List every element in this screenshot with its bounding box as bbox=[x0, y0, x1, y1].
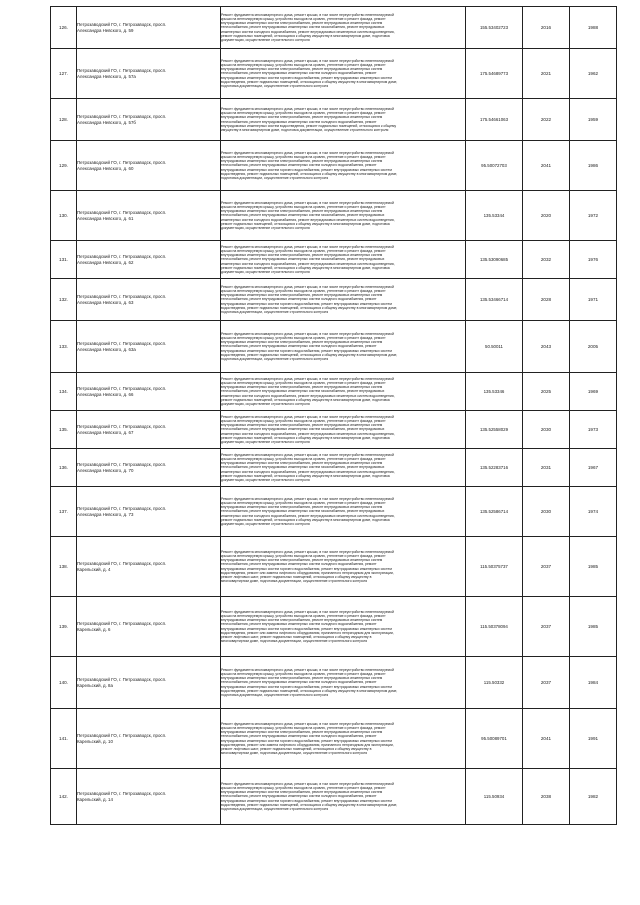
work-description-line: подготовка документации, осуществление строительного контроля bbox=[221, 692, 329, 697]
row-number-cell: 134. bbox=[51, 373, 77, 411]
build-year-cell: 1959 bbox=[570, 99, 617, 141]
work-description-line: внутридомовых инженерных систем горячего водоснабжения, ремонт внутридомовых инженерных систем bbox=[221, 348, 392, 353]
work-description-line: крыши на вентилируемую крышу, устройство выходов на кровлю, утепление и ремонт фасада, ремонт bbox=[221, 726, 386, 731]
work-description-line: инженерных систем холодного водоснабжения, ремонт внутридомовых инженерных систем водоотведения, bbox=[221, 217, 395, 222]
address-line: Карельский, д. 6 bbox=[77, 626, 111, 632]
work-description-line: водоотведения, ремонт или замена лифтового оборудования, признанного непригодным для эксплуатации, bbox=[221, 630, 394, 635]
work-description-cell bbox=[221, 7, 466, 49]
build-year-cell: 1988 bbox=[570, 7, 617, 49]
work-description-line: Ремонт фундамента многоквартирного дома, ремонт крыши, в том числе переустройство невентилируемой bbox=[221, 107, 394, 112]
work-description-line: внутридомовых инженерных систем электроснабжения, ремонт внутридомовых инженерных систем bbox=[221, 21, 383, 26]
work-description-line: имуществу в многоквартирном доме, подготовка документации, осуществление строительного контроля bbox=[221, 127, 389, 132]
work-description-line: инженерных систем холодного водоснабжения, ремонт внутридомовых инженерных систем водоотведения, bbox=[221, 431, 395, 436]
work-description-line: водоотведения, ремонт подвальных помещений, относящихся к общему имуществу в многоквартирном доме, bbox=[221, 79, 398, 84]
work-description-line: крыши на вентилируемую крышу, устройство выходов на кровлю, утепление и ремонт фасада, ремонт bbox=[221, 457, 386, 462]
table-row bbox=[51, 449, 617, 487]
address-line: Петрозаводский ГО, г. Петрозаводск, просп. bbox=[77, 386, 167, 392]
work-description-cell bbox=[221, 657, 466, 709]
build-year-cell: 1984 bbox=[570, 657, 617, 709]
planned-year-cell: 2031 bbox=[523, 449, 570, 487]
row-number-cell: 126. bbox=[51, 7, 77, 49]
address-line: Александра Невского, д. 67 bbox=[77, 429, 134, 435]
table-row bbox=[51, 191, 617, 241]
address-line: Петрозаводский ГО, г. Петрозаводск, просп. bbox=[77, 791, 167, 797]
work-description-line: внутридомовых инженерных систем электроснабжения, ремонт внутридомовых инженерных систем bbox=[221, 423, 383, 428]
address-cell bbox=[77, 449, 221, 487]
address-line: Петрозаводский ГО, г. Петрозаводск, просп. bbox=[77, 424, 167, 430]
cost-cell: 155.53402723 bbox=[466, 7, 523, 49]
build-year-cell: 1967 bbox=[570, 449, 617, 487]
work-description-line: теплоснабжения, ремонт внутридомовых инженерных систем холодного водоснабжения, ремонт bbox=[221, 680, 377, 685]
address-cell bbox=[77, 241, 221, 279]
work-description-line: теплоснабжения, ремонт внутридомовых инженерных систем холодного водоснабжения, ремонт bbox=[221, 622, 377, 627]
work-description-cell bbox=[221, 597, 466, 657]
table-row bbox=[51, 597, 617, 657]
work-description-line: крыши на вентилируемую крышу, устройство выходов на кровлю, утепление и ремонт фасада, ремонт bbox=[221, 205, 386, 210]
row-number-cell: 140. bbox=[51, 657, 77, 709]
work-description-line: теплоснабжения, ремонт внутридомовых инженерных систем холодного водоснабжения, ремонт bbox=[221, 163, 377, 168]
work-description-line: теплоснабжения, ремонт внутридомовых инженерных систем холодного водоснабжения, ремонт bbox=[221, 734, 377, 739]
cost-cell: 175.54661063 bbox=[466, 99, 523, 141]
work-description-cell bbox=[221, 191, 466, 241]
address-cell bbox=[77, 657, 221, 709]
work-description-line: внутридомовых инженерных систем электроснабжения, ремонт внутридомовых инженерных систем bbox=[221, 790, 383, 795]
cost-cell: 95.50089701 bbox=[466, 709, 523, 769]
cost-cell: 115.50332 bbox=[466, 657, 523, 709]
work-description-line: подготовка документации, осуществление строительного контроля bbox=[221, 83, 329, 88]
work-description-line: многоквартирном доме, подготовка документации, осуществление строительного контроля bbox=[221, 578, 368, 583]
work-description-line: теплоснабжения, ремонт внутридомовых инженерных систем холодного водоснабжения, ремонт bbox=[221, 119, 377, 124]
work-description-line: Ремонт фундамента многоквартирного дома, ремонт крыши, в том числе переустройство невентилируемой bbox=[221, 58, 394, 63]
row-number-cell: 133. bbox=[51, 321, 77, 373]
work-description-line: Ремонт фундамента многоквартирного дома, ремонт крыши, в том числе переустройство невентилируемой bbox=[221, 721, 394, 726]
table-row bbox=[51, 373, 617, 411]
work-description-line: документации, осуществление строительного контроля bbox=[221, 439, 310, 444]
build-year-cell: 1969 bbox=[570, 373, 617, 411]
work-description-line: инженерных систем холодного водоснабжения, ремонт внутридомовых инженерных систем водоотведения, bbox=[221, 513, 395, 518]
work-description-line: инженерных систем холодного водоснабжения, ремонт внутридомовых инженерных систем водоотведения, bbox=[221, 261, 395, 266]
cost-cell: 135.53344 bbox=[466, 191, 523, 241]
build-year-cell: 1971 bbox=[570, 279, 617, 321]
work-description-line: внутридомовых инженерных систем электроснабжения, ремонт внутридомовых инженерных систем bbox=[221, 505, 383, 510]
work-description-line: внутридомовых инженерных систем горячего водоснабжения, ремонт внутридомовых инженерных систем bbox=[221, 75, 392, 80]
address-cell bbox=[77, 709, 221, 769]
address-line: Александра Невского, д. 70 bbox=[77, 467, 134, 473]
work-description-line: ремонт лифтовых шахт, ремонт подвальных помещений, относящихся к общему имуществу в bbox=[221, 634, 372, 639]
planned-year-cell: 2016 bbox=[523, 7, 570, 49]
work-description-line: Ремонт фундамента многоквартирного дома, ремонт крыши, в том числе переустройство невентилируемой bbox=[221, 549, 394, 554]
work-description-line: внутридомовых инженерных систем горячего водоснабжения, ремонт внутридомовых инженерных систем bbox=[221, 301, 392, 306]
work-description-cell bbox=[221, 449, 466, 487]
work-description-line: ремонт лифтовых шахт, ремонт подвальных помещений, относящихся к общему имуществу в bbox=[221, 746, 372, 751]
build-year-cell: 1985 bbox=[570, 597, 617, 657]
work-description-line: внутридомовых инженерных систем водоотведения, ремонт подвальных помещений, относящихся к общему bbox=[221, 123, 397, 128]
work-description-line: ремонт подвальных помещений, относящихся к общему имуществу в многоквартирном доме, подготовка bbox=[221, 397, 390, 402]
register-page bbox=[50, 6, 610, 825]
row-number-cell: 130. bbox=[51, 191, 77, 241]
cost-cell: 50.50011 bbox=[466, 321, 523, 373]
work-description-line: крыши на вентилируемую крышу, устройство выходов на кровлю, утепление и ремонт фасада, ремонт bbox=[221, 501, 386, 506]
table-row bbox=[51, 321, 617, 373]
work-description-line: ремонт подвальных помещений, относящихся к общему имуществу в многоквартирном доме, подготовка bbox=[221, 33, 390, 38]
work-description-line: крыши на вентилируемую крышу, устройство выходов на кровлю, утепление и ремонт фасада, ремонт bbox=[221, 672, 386, 677]
build-year-cell: 1985 bbox=[570, 537, 617, 597]
address-cell bbox=[77, 487, 221, 537]
build-year-cell: 1972 bbox=[570, 191, 617, 241]
work-description-line: ремонт подвальных помещений, относящихся к общему имуществу в многоквартирном доме, подготовка bbox=[221, 265, 390, 270]
planned-year-cell: 2032 bbox=[523, 241, 570, 279]
row-number-cell: 129. bbox=[51, 141, 77, 191]
work-description-line: Ремонт фундамента многоквартирного дома, ремонт крыши, в том числе переустройство невентилируемой bbox=[221, 12, 394, 17]
cost-cell: 115.50375737 bbox=[466, 537, 523, 597]
address-line: Петрозаводский ГО, г. Петрозаводск, просп. bbox=[77, 114, 167, 120]
address-line: Петрозаводский ГО, г. Петрозаводск, просп. bbox=[77, 561, 167, 567]
address-cell bbox=[77, 49, 221, 99]
address-cell bbox=[77, 597, 221, 657]
cost-cell: 135.52586714 bbox=[466, 487, 523, 537]
work-description-line: крыши на вентилируемую крышу, устройство выходов на кровлю, утепление и ремонт фасада, ремонт bbox=[221, 381, 386, 386]
row-number-cell: 127. bbox=[51, 49, 77, 99]
row-number-cell: 137. bbox=[51, 487, 77, 537]
address-cell bbox=[77, 279, 221, 321]
work-description-line: ремонт подвальных помещений, относящихся к общему имуществу в многоквартирном доме, подготовка bbox=[221, 221, 390, 226]
work-description-line: многоквартирном доме, подготовка документации, осуществление строительного контроля bbox=[221, 750, 368, 755]
address-line: Петрозаводский ГО, г. Петрозаводск, просп. bbox=[77, 294, 167, 300]
work-description-line: внутридомовых инженерных систем электроснабжения, ремонт внутридомовых инженерных систем bbox=[221, 730, 383, 735]
address-cell bbox=[77, 99, 221, 141]
work-description-line: Ремонт фундамента многоквартирного дома, ремонт крыши, в том числе переустройство невентилируемой bbox=[221, 667, 394, 672]
table-row bbox=[51, 709, 617, 769]
work-description-line: Ремонт фундамента многоквартирного дома, ремонт крыши, в том числе переустройство невентилируемой bbox=[221, 781, 394, 786]
work-description-line: внутридомовых инженерных систем электроснабжения, ремонт внутридомовых инженерных систем bbox=[221, 293, 383, 298]
work-description-cell bbox=[221, 279, 466, 321]
planned-year-cell: 2041 bbox=[523, 709, 570, 769]
planned-year-cell: 2028 bbox=[523, 279, 570, 321]
work-description-line: теплоснабжения, ремонт внутридомовых инженерных систем холодного водоснабжения, ремонт bbox=[221, 344, 377, 349]
planned-year-cell: 2020 bbox=[523, 191, 570, 241]
cost-cell: 135.53090685 bbox=[466, 241, 523, 279]
work-description-line: внутридомовых инженерных систем горячего водоснабжения, ремонт внутридомовых инженерных систем bbox=[221, 684, 392, 689]
work-description-cell bbox=[221, 537, 466, 597]
work-description-line: внутридомовых инженерных систем горячего водоснабжения, ремонт внутридомовых инженерных систем bbox=[221, 798, 392, 803]
address-line: Александра Невского, д. 62 bbox=[77, 259, 134, 265]
work-description-line: подготовка документации, осуществление строительного контроля bbox=[221, 356, 329, 361]
work-description-line: теплоснабжения, ремонт внутридомовых инженерных систем газоснабжения, ремонт внутридомовых bbox=[221, 427, 385, 432]
address-line: Александра Невского, д. 60 bbox=[77, 165, 134, 171]
work-description-line: Ремонт фундамента многоквартирного дома, ремонт крыши, в том числе переустройство невентилируемой bbox=[221, 376, 394, 381]
work-description-line: внутридомовых инженерных систем электроснабжения, ремонт внутридомовых инженерных систем bbox=[221, 253, 383, 258]
table-row bbox=[51, 49, 617, 99]
work-description-line: внутридомовых инженерных систем электроснабжения, ремонт внутридомовых инженерных систем bbox=[221, 115, 383, 120]
cost-cell: 135.52283716 bbox=[466, 449, 523, 487]
address-cell bbox=[77, 7, 221, 49]
build-year-cell: 1982 bbox=[570, 769, 617, 825]
work-description-line: водоотведения, ремонт или замена лифтового оборудования, признанного непригодным для эксплуатации, bbox=[221, 742, 394, 747]
address-line: Петрозаводский ГО, г. Петрозаводск, просп. bbox=[77, 341, 167, 347]
planned-year-cell: 2037 bbox=[523, 597, 570, 657]
cost-cell: 175.54689773 bbox=[466, 49, 523, 99]
work-description-line: Ремонт фундамента многоквартирного дома, ремонт крыши, в том числе переустройство невентилируемой bbox=[221, 331, 394, 336]
work-description-cell bbox=[221, 769, 466, 825]
cost-cell: 135.53346 bbox=[466, 373, 523, 411]
work-description-line: водоотведения, ремонт подвальных помещений, относящихся к общему имуществу в многоквартирном доме, bbox=[221, 802, 398, 807]
address-line: Петрозаводский ГО, г. Петрозаводск, просп. bbox=[77, 733, 167, 739]
work-description-line: документации, осуществление строительного контроля bbox=[221, 225, 310, 230]
work-description-line: документации, осуществление строительного контроля bbox=[221, 477, 310, 482]
work-description-line: крыши на вентилируемую крышу, устройство выходов на кровлю, утепление и ремонт фасада, ремонт bbox=[221, 786, 386, 791]
work-description-line: внутридомовых инженерных систем горячего водоснабжения, ремонт внутридомовых инженерных систем bbox=[221, 167, 392, 172]
work-description-line: крыши на вентилируемую крышу, устройство выходов на кровлю, утепление и ремонт фасада, ремонт bbox=[221, 419, 386, 424]
work-description-line: теплоснабжения, ремонт внутридомовых инженерных систем газоснабжения, ремонт внутридомовых bbox=[221, 25, 385, 30]
work-description-cell bbox=[221, 321, 466, 373]
address-line: Петрозаводский ГО, г. Петрозаводск, просп. bbox=[77, 22, 167, 28]
row-number-cell: 142. bbox=[51, 769, 77, 825]
work-description-line: Ремонт фундамента многоквартирного дома, ремонт крыши, в том числе переустройство невентилируемой bbox=[221, 150, 394, 155]
table-row bbox=[51, 241, 617, 279]
work-description-line: инженерных систем холодного водоснабжения, ремонт внутридомовых инженерных систем водоотведения, bbox=[221, 469, 395, 474]
work-description-line: документации, осуществление строительного контроля bbox=[221, 269, 310, 274]
work-description-line: инженерных систем холодного водоснабжения, ремонт внутридомовых инженерных систем водоотведения, bbox=[221, 29, 395, 34]
work-description-line: теплоснабжения, ремонт внутридомовых инженерных систем холодного водоснабжения, ремонт bbox=[221, 562, 377, 567]
row-number-cell: 132. bbox=[51, 279, 77, 321]
address-line: Карельский, д. 10 bbox=[77, 738, 113, 744]
table-row bbox=[51, 537, 617, 597]
work-description-line: крыши на вентилируемую крышу, устройство выходов на кровлю, утепление и ремонт фасада, ремонт bbox=[221, 289, 386, 294]
planned-year-cell: 2030 bbox=[523, 411, 570, 449]
work-description-line: крыши на вентилируемую крышу, устройство выходов на кровлю, утепление и ремонт фасада, ремонт bbox=[221, 554, 386, 559]
address-cell bbox=[77, 537, 221, 597]
work-description-line: ремонт подвальных помещений, относящихся к общему имуществу в многоквартирном доме, подготовка bbox=[221, 435, 390, 440]
address-line: Петрозаводский ГО, г. Петрозаводск, просп. bbox=[77, 506, 167, 512]
table-row bbox=[51, 279, 617, 321]
work-description-line: ремонт подвальных помещений, относящихся к общему имуществу в многоквартирном доме, подготовка bbox=[221, 517, 390, 522]
work-description-line: ремонт лифтовых шахт, ремонт подвальных помещений, относящихся к общему имуществу в bbox=[221, 574, 372, 579]
row-number-cell: 131. bbox=[51, 241, 77, 279]
work-description-line: водоотведения, ремонт подвальных помещений, относящихся к общему имуществу в многоквартирном доме, bbox=[221, 305, 398, 310]
address-line: Карельский, д. 4 bbox=[77, 566, 111, 572]
work-description-line: крыши на вентилируемую крышу, устройство выходов на кровлю, утепление и ремонт фасада, ремонт bbox=[221, 336, 386, 341]
address-line: Александра Невского, д. 61 bbox=[77, 215, 134, 221]
work-description-line: теплоснабжения, ремонт внутридомовых инженерных систем холодного водоснабжения, ремонт bbox=[221, 71, 377, 76]
work-description-cell bbox=[221, 709, 466, 769]
work-description-line: крыши на вентилируемую крышу, устройство выходов на кровлю, утепление и ремонт фасада, ремонт bbox=[221, 614, 386, 619]
planned-year-cell: 2038 bbox=[523, 769, 570, 825]
work-description-cell bbox=[221, 411, 466, 449]
work-description-cell bbox=[221, 241, 466, 279]
work-description-line: Ремонт фундамента многоквартирного дома, ремонт крыши, в том числе переустройство невентилируемой bbox=[221, 200, 394, 205]
work-description-line: внутридомовых инженерных систем электроснабжения, ремонт внутридомовых инженерных систем bbox=[221, 461, 383, 466]
work-description-line: водоотведения, ремонт подвальных помещений, относящихся к общему имуществу в многоквартирном доме, bbox=[221, 171, 398, 176]
work-description-line: Ремонт фундамента многоквартирного дома, ремонт крыши, в том числе переустройство невентилируемой bbox=[221, 284, 394, 289]
address-cell bbox=[77, 321, 221, 373]
table-row bbox=[51, 7, 617, 49]
address-line: Петрозаводский ГО, г. Петрозаводск, просп. bbox=[77, 68, 167, 74]
address-line: Александра Невского, д. 73 bbox=[77, 511, 134, 517]
address-line: Петрозаводский ГО, г. Петрозаводск, просп. bbox=[77, 160, 167, 166]
address-line: Петрозаводский ГО, г. Петрозаводск, просп. bbox=[77, 677, 167, 683]
build-year-cell: 1991 bbox=[570, 709, 617, 769]
work-description-line: внутридомовых инженерных систем горячего водоснабжения, ремонт внутридомовых инженерных систем bbox=[221, 626, 392, 631]
work-description-line: водоотведения, ремонт или замена лифтового оборудования, признанного непригодным для эксплуатации, bbox=[221, 570, 394, 575]
build-year-cell: 2005 bbox=[570, 321, 617, 373]
work-description-line: внутридомовых инженерных систем горячего водоснабжения, ремонт внутридомовых инженерных систем bbox=[221, 566, 392, 571]
planned-year-cell: 2037 bbox=[523, 657, 570, 709]
work-description-line: документации, осуществление строительного контроля bbox=[221, 37, 310, 42]
work-description-line: теплоснабжения, ремонт внутридомовых инженерных систем холодного водоснабжения, ремонт bbox=[221, 297, 377, 302]
row-number-cell: 141. bbox=[51, 709, 77, 769]
table-row bbox=[51, 99, 617, 141]
build-year-cell: 1973 bbox=[570, 411, 617, 449]
build-year-cell: 1986 bbox=[570, 141, 617, 191]
work-description-line: подготовка документации, осуществление строительного контроля bbox=[221, 309, 329, 314]
build-year-cell: 1976 bbox=[570, 241, 617, 279]
address-cell bbox=[77, 141, 221, 191]
planned-year-cell: 2030 bbox=[523, 487, 570, 537]
work-description-line: внутридомовых инженерных систем горячего водоснабжения, ремонт внутридомовых инженерных систем bbox=[221, 738, 392, 743]
planned-year-cell: 2041 bbox=[523, 141, 570, 191]
planned-year-cell: 2021 bbox=[523, 49, 570, 99]
address-line: Александра Невского, д. 57б bbox=[77, 119, 136, 125]
work-description-line: теплоснабжения, ремонт внутридомовых инженерных систем газоснабжения, ремонт внутридомовых bbox=[221, 465, 385, 470]
capital-repair-table bbox=[50, 6, 617, 825]
work-description-line: инженерных систем холодного водоснабжения, ремонт внутридомовых инженерных систем водоотведения, bbox=[221, 393, 395, 398]
address-line: Карельский, д. 14 bbox=[77, 796, 113, 802]
address-line: Александра Невского, д. 57а bbox=[77, 73, 136, 79]
work-description-line: крыши на вентилируемую крышу, устройство выходов на кровлю, утепление и ремонт фасада, ремонт bbox=[221, 17, 386, 22]
address-cell bbox=[77, 769, 221, 825]
work-description-line: Ремонт фундамента многоквартирного дома, ремонт крыши, в том числе переустройство невентилируемой bbox=[221, 452, 394, 457]
work-description-line: ремонт подвальных помещений, относящихся к общему имуществу в многоквартирном доме, подготовка bbox=[221, 473, 390, 478]
address-cell bbox=[77, 411, 221, 449]
planned-year-cell: 2043 bbox=[523, 321, 570, 373]
address-line: Петрозаводский ГО, г. Петрозаводск, просп. bbox=[77, 210, 167, 216]
work-description-line: внутридомовых инженерных систем электроснабжения, ремонт внутридомовых инженерных систем bbox=[221, 209, 383, 214]
row-number-cell: 128. bbox=[51, 99, 77, 141]
table-row bbox=[51, 769, 617, 825]
table-row bbox=[51, 411, 617, 449]
work-description-line: теплоснабжения, ремонт внутридомовых инженерных систем газоснабжения, ремонт внутридомовых bbox=[221, 257, 385, 262]
work-description-line: крыши на вентилируемую крышу, устройство выходов на кровлю, утепление и ремонт фасада, ремонт bbox=[221, 111, 386, 116]
table-row bbox=[51, 141, 617, 191]
address-line: Петрозаводский ГО, г. Петрозаводск, просп. bbox=[77, 462, 167, 468]
work-description-line: крыши на вентилируемую крышу, устройство выходов на кровлю, утепление и ремонт фасада, ремонт bbox=[221, 249, 386, 254]
table-body bbox=[51, 7, 617, 825]
build-year-cell: 1974 bbox=[570, 487, 617, 537]
work-description-cell bbox=[221, 141, 466, 191]
cost-cell: 115.50934 bbox=[466, 769, 523, 825]
address-cell bbox=[77, 191, 221, 241]
work-description-line: водоотведения, ремонт подвальных помещений, относящихся к общему имуществу в многоквартирном доме, bbox=[221, 688, 398, 693]
cost-cell: 135.53466714 bbox=[466, 279, 523, 321]
work-description-line: теплоснабжения, ремонт внутридомовых инженерных систем газоснабжения, ремонт внутридомовых bbox=[221, 509, 385, 514]
work-description-line: внутридомовых инженерных систем электроснабжения, ремонт внутридомовых инженерных систем bbox=[221, 67, 383, 72]
work-description-cell bbox=[221, 99, 466, 141]
address-line: Александра Невского, д. 63 bbox=[77, 299, 134, 305]
planned-year-cell: 2025 bbox=[523, 373, 570, 411]
address-line: Карельский, д. 8а bbox=[77, 682, 113, 688]
address-line: Александра Невского, д. 59 bbox=[77, 27, 134, 33]
work-description-line: водоотведения, ремонт подвальных помещений, относящихся к общему имуществу в многоквартирном доме, bbox=[221, 352, 398, 357]
row-number-cell: 138. bbox=[51, 537, 77, 597]
work-description-line: теплоснабжения, ремонт внутридомовых инженерных систем газоснабжения, ремонт внутридомовых bbox=[221, 213, 385, 218]
build-year-cell: 1962 bbox=[570, 49, 617, 99]
work-description-line: Ремонт фундамента многоквартирного дома, ремонт крыши, в том числе переустройство невентилируемой bbox=[221, 244, 394, 249]
row-number-cell: 135. bbox=[51, 411, 77, 449]
address-cell bbox=[77, 373, 221, 411]
cost-cell: 135.52558029 bbox=[466, 411, 523, 449]
table-row bbox=[51, 487, 617, 537]
work-description-line: внутридомовых инженерных систем электроснабжения, ремонт внутридомовых инженерных систем bbox=[221, 676, 383, 681]
work-description-line: подготовка документации, осуществление строительного контроля bbox=[221, 175, 329, 180]
work-description-line: крыши на вентилируемую крышу, устройство выходов на кровлю, утепление и ремонт фасада, ремонт bbox=[221, 155, 386, 160]
work-description-line: внутридомовых инженерных систем электроснабжения, ремонт внутридомовых инженерных систем bbox=[221, 558, 383, 563]
work-description-line: Ремонт фундамента многоквартирного дома, ремонт крыши, в том числе переустройство невентилируемой bbox=[221, 609, 394, 614]
cost-cell: 115.50378094 bbox=[466, 597, 523, 657]
row-number-cell: 136. bbox=[51, 449, 77, 487]
address-line: Петрозаводский ГО, г. Петрозаводск, просп. bbox=[77, 621, 167, 627]
work-description-cell bbox=[221, 49, 466, 99]
work-description-line: документации, осуществление строительного контроля bbox=[221, 521, 310, 526]
work-description-cell bbox=[221, 487, 466, 537]
work-description-line: подготовка документации, осуществление строительного контроля bbox=[221, 806, 329, 811]
planned-year-cell: 2022 bbox=[523, 99, 570, 141]
work-description-line: документации, осуществление строительного контроля bbox=[221, 401, 310, 406]
address-line: Петрозаводский ГО, г. Петрозаводск, просп. bbox=[77, 254, 167, 260]
work-description-line: внутридомовых инженерных систем электроснабжения, ремонт внутридомовых инженерных систем bbox=[221, 159, 383, 164]
cost-cell: 95.50072703 bbox=[466, 141, 523, 191]
work-description-line: внутридомовых инженерных систем электроснабжения, ремонт внутридомовых инженерных систем bbox=[221, 340, 383, 345]
row-number-cell: 139. bbox=[51, 597, 77, 657]
work-description-line: теплоснабжения, ремонт внутридомовых инженерных систем холодного водоснабжения, ремонт bbox=[221, 794, 377, 799]
work-description-cell bbox=[221, 373, 466, 411]
address-line: Александра Невского, д. 66 bbox=[77, 391, 134, 397]
work-description-line: Ремонт фундамента многоквартирного дома, ремонт крыши, в том числе переустройство невентилируемой bbox=[221, 496, 394, 501]
work-description-line: теплоснабжения, ремонт внутридомовых инженерных систем газоснабжения, ремонт внутридомовых bbox=[221, 389, 385, 394]
work-description-line: внутридомовых инженерных систем электроснабжения, ремонт внутридомовых инженерных систем bbox=[221, 385, 383, 390]
work-description-line: Ремонт фундамента многоквартирного дома, ремонт крыши, в том числе переустройство невентилируемой bbox=[221, 414, 394, 419]
work-description-line: внутридомовых инженерных систем электроснабжения, ремонт внутридомовых инженерных систем bbox=[221, 618, 383, 623]
address-line: Александра Невского, д. 63а bbox=[77, 346, 136, 352]
planned-year-cell: 2037 bbox=[523, 537, 570, 597]
work-description-line: многоквартирном доме, подготовка документации, осуществление строительного контроля bbox=[221, 638, 368, 643]
table-row bbox=[51, 657, 617, 709]
work-description-line: крыши на вентилируемую крышу, устройство выходов на кровлю, утепление и ремонт фасада, ремонт bbox=[221, 63, 386, 68]
